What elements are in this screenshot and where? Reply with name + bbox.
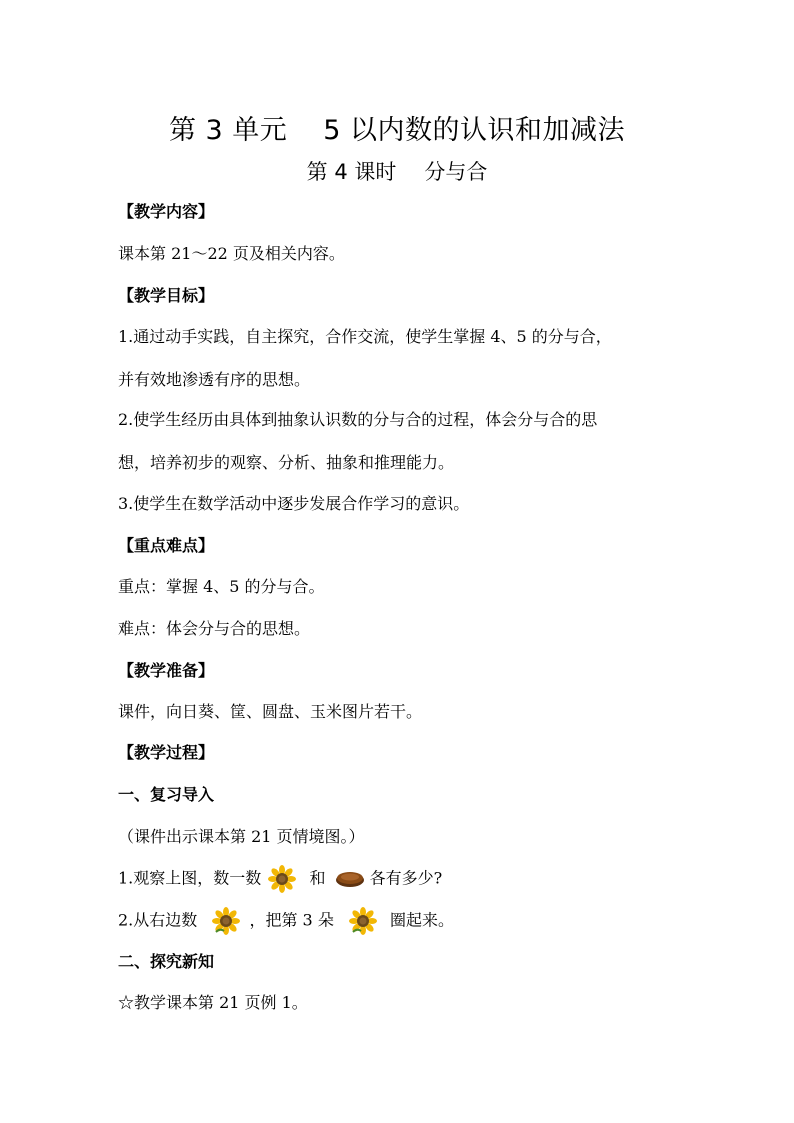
question-1-text-a: 1.观察上图，数一数 [118,868,262,888]
unit-title [0,108,794,147]
sunflower-icon [212,907,240,935]
unit-number: 第 3 单元 [168,115,288,146]
question-1 [118,865,442,893]
goal-1-line-1: 1.通过动手实践，自主探究，合作交流，使学生掌握 4、5 的分与合， [118,327,612,346]
key-heading: 【重点难点】 [118,536,215,555]
goal-3: 3.使学生在数学活动中逐步发展合作学习的意识。 [118,494,470,513]
sunflower-icon [349,907,377,935]
part-2-heading: 二、探究新知 [118,952,215,971]
question-2-text-b: ，把第 3 朵 [249,910,334,930]
part-1-heading: 一、复习导入 [118,785,215,804]
question-1-text-c: 各有多少? [369,868,443,888]
question-2-text-c: 圈起来。 [390,910,455,930]
goal-2-line-1: 2.使学生经历由具体到抽象认识数的分与合的过程，体会分与合的思 [118,410,598,429]
prep-text: 课件，向日葵、筐、圆盘、玉米图片若干。 [118,702,423,721]
question-1-text-b: 和 [309,868,326,888]
lesson-title [0,156,794,186]
lesson-topic: 分与合 [424,160,488,184]
sunflower-icon [268,865,296,893]
key-point: 重点：掌握 4、5 的分与合。 [118,577,325,596]
process-heading: 【教学过程】 [118,743,215,762]
difficult-point: 难点：体会分与合的思想。 [118,619,311,638]
lesson-number: 第 4 课时 [306,160,397,184]
question-2 [118,907,454,935]
content-heading: 【教学内容】 [118,202,215,221]
plate-icon [335,870,365,888]
goals-heading: 【教学目标】 [118,286,215,305]
question-2-text-a: 2.从右边数 [118,910,198,930]
part-2-item: ☆教学课本第 21 页例 1。 [118,993,308,1012]
prep-heading: 【教学准备】 [118,661,215,680]
goal-2-line-2: 想，培养初步的观察、分析、抽象和推理能力。 [118,453,455,472]
content-text: 课本第 21～22 页及相关内容。 [118,244,345,263]
unit-topic: 5 以内数的认识和加减法 [323,115,626,146]
part-1-note: （课件出示课本第 21 页情境图。） [118,827,365,846]
goal-1-line-2: 并有效地渗透有序的思想。 [118,370,311,389]
